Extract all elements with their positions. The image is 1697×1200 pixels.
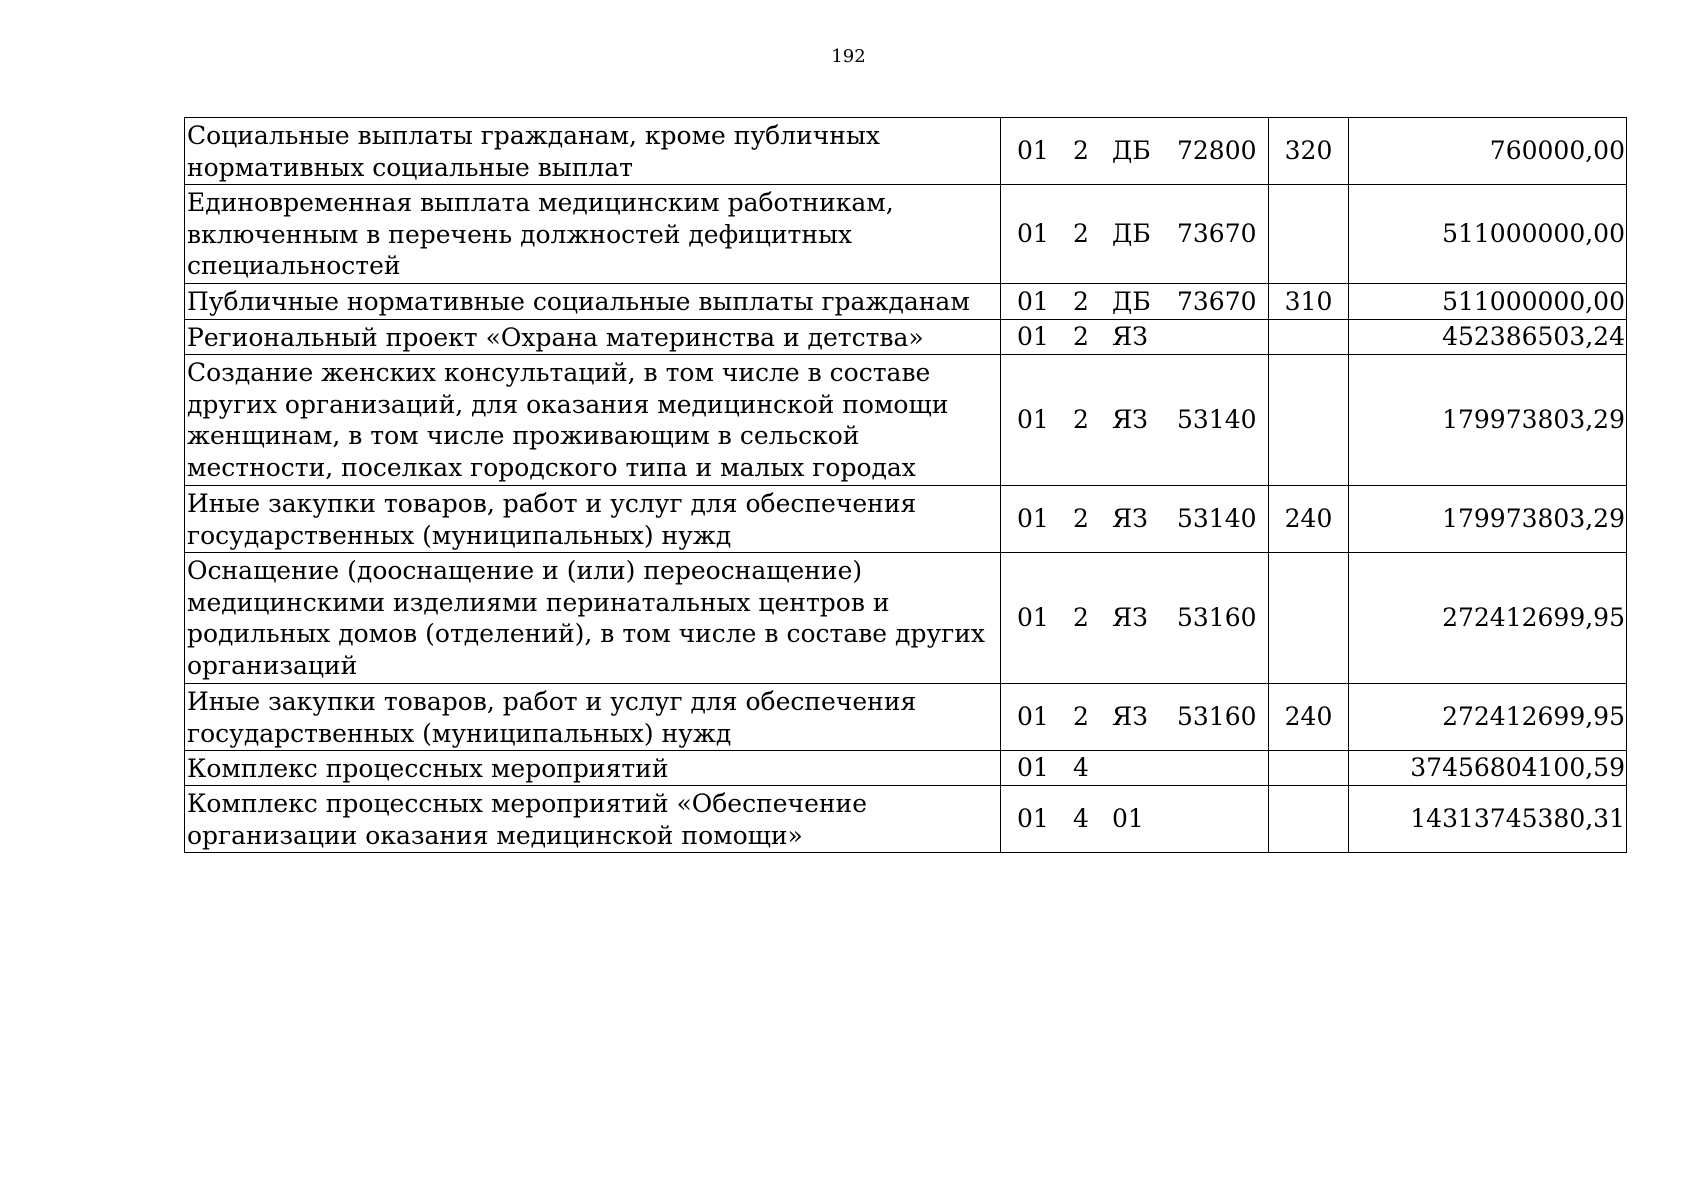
row-name: Региональный проект «Охрана материнства и детства» bbox=[185, 320, 1001, 355]
code-subprogram: 2 bbox=[1073, 286, 1089, 316]
code-direction: ЯЗ bbox=[1112, 322, 1148, 351]
table-row bbox=[185, 751, 1627, 786]
code-program: 01 bbox=[1017, 322, 1049, 351]
row-amount: 511000000,00 bbox=[1349, 284, 1627, 320]
row-code bbox=[1001, 684, 1269, 751]
code-program: 01 bbox=[1017, 219, 1049, 248]
row-name: Единовременная выплата медицинским работникам, включенным в перечень должностей дефицитных специальностей bbox=[185, 185, 1001, 284]
row-name: Иные закупки товаров, работ и услуг для обеспечения государственных (муниципальных) нужд bbox=[185, 486, 1001, 553]
page-number: 192 bbox=[831, 46, 866, 67]
row-name: Иные закупки товаров, работ и услуг для обеспечения государственных (муниципальных) нужд bbox=[185, 684, 1001, 751]
row-name: Создание женских консультаций, в том числе в составе других организаций, для оказания медицинской помощи женщинам, в том числе проживающим в сельской местности, поселках городского типа и малых городах bbox=[185, 355, 1001, 486]
row-expense-type: 310 bbox=[1269, 284, 1349, 320]
row-name: Оснащение (дооснащение и (или) переоснащение) медицинскими изделиями перинатальных центров и родильных домов (отделений), в том числе в составе других организаций bbox=[185, 553, 1001, 684]
row-code bbox=[1001, 751, 1269, 786]
row-expense-type bbox=[1269, 320, 1349, 355]
table-row bbox=[185, 684, 1627, 751]
row-code bbox=[1001, 320, 1269, 355]
row-expense-type bbox=[1269, 751, 1349, 786]
code-article: 53140 bbox=[1177, 504, 1257, 533]
row-name: Комплекс процессных мероприятий «Обеспечение организации оказания медицинской помощи» bbox=[185, 786, 1001, 853]
row-code bbox=[1001, 553, 1269, 684]
code-subprogram: 4 bbox=[1073, 753, 1089, 782]
code-program: 01 bbox=[1017, 603, 1049, 632]
table-row bbox=[185, 118, 1627, 185]
row-name: Комплекс процессных мероприятий bbox=[185, 751, 1001, 786]
code-direction: ДБ bbox=[1112, 286, 1151, 316]
table-row bbox=[185, 553, 1627, 684]
row-amount: 452386503,24 bbox=[1349, 320, 1627, 355]
code-program: 01 bbox=[1017, 504, 1049, 533]
row-expense-type bbox=[1269, 786, 1349, 853]
row-expense-type: 240 bbox=[1269, 486, 1349, 553]
row-expense-type bbox=[1269, 553, 1349, 684]
code-article: 53160 bbox=[1177, 603, 1257, 632]
code-direction: ЯЗ bbox=[1112, 603, 1148, 632]
code-subprogram: 2 bbox=[1073, 702, 1089, 731]
table-row bbox=[185, 284, 1627, 320]
code-program: 01 bbox=[1017, 286, 1049, 316]
row-code bbox=[1001, 284, 1269, 320]
row-code bbox=[1001, 185, 1269, 284]
row-amount: 14313745380,31 bbox=[1349, 786, 1627, 853]
row-name: Публичные нормативные социальные выплаты гражданам bbox=[185, 284, 1001, 320]
row-amount: 511000000,00 bbox=[1349, 185, 1627, 284]
code-program: 01 bbox=[1017, 136, 1049, 165]
row-code bbox=[1001, 118, 1269, 185]
row-expense-type bbox=[1269, 355, 1349, 486]
code-article: 53160 bbox=[1177, 702, 1257, 731]
row-expense-type bbox=[1269, 185, 1349, 284]
code-article: 73670 bbox=[1177, 219, 1257, 248]
row-code bbox=[1001, 786, 1269, 853]
row-amount: 179973803,29 bbox=[1349, 486, 1627, 553]
code-program: 01 bbox=[1017, 405, 1049, 434]
row-amount: 37456804100,59 bbox=[1349, 751, 1627, 786]
row-expense-type: 240 bbox=[1269, 684, 1349, 751]
row-amount: 760000,00 bbox=[1349, 118, 1627, 185]
row-code bbox=[1001, 486, 1269, 553]
table-row bbox=[185, 320, 1627, 355]
table-row bbox=[185, 185, 1627, 284]
code-direction: 01 bbox=[1112, 804, 1144, 833]
row-amount: 272412699,95 bbox=[1349, 553, 1627, 684]
code-direction: ЯЗ bbox=[1112, 702, 1148, 731]
code-subprogram: 2 bbox=[1073, 219, 1089, 248]
code-direction: ДБ bbox=[1112, 136, 1151, 165]
code-subprogram: 2 bbox=[1073, 504, 1089, 533]
code-direction: ЯЗ bbox=[1112, 504, 1148, 533]
code-direction: ЯЗ bbox=[1112, 405, 1148, 434]
code-subprogram: 2 bbox=[1073, 603, 1089, 632]
code-program: 01 bbox=[1017, 753, 1049, 782]
row-code bbox=[1001, 355, 1269, 486]
code-program: 01 bbox=[1017, 702, 1049, 731]
budget-table bbox=[184, 117, 1627, 853]
row-expense-type: 320 bbox=[1269, 118, 1349, 185]
table-row bbox=[185, 786, 1627, 853]
code-subprogram: 2 bbox=[1073, 322, 1089, 351]
table-row bbox=[185, 486, 1627, 553]
row-amount: 179973803,29 bbox=[1349, 355, 1627, 486]
row-name: Социальные выплаты гражданам, кроме публичных нормативных социальные выплат bbox=[185, 118, 1001, 185]
code-subprogram: 2 bbox=[1073, 136, 1089, 165]
code-program: 01 bbox=[1017, 804, 1049, 833]
code-subprogram: 2 bbox=[1073, 405, 1089, 434]
table-row bbox=[185, 355, 1627, 486]
code-article: 53140 bbox=[1177, 405, 1257, 434]
code-direction: ДБ bbox=[1112, 219, 1151, 248]
code-article: 72800 bbox=[1177, 136, 1257, 165]
code-subprogram: 4 bbox=[1073, 804, 1089, 833]
row-amount: 272412699,95 bbox=[1349, 684, 1627, 751]
code-article: 73670 bbox=[1177, 286, 1257, 316]
